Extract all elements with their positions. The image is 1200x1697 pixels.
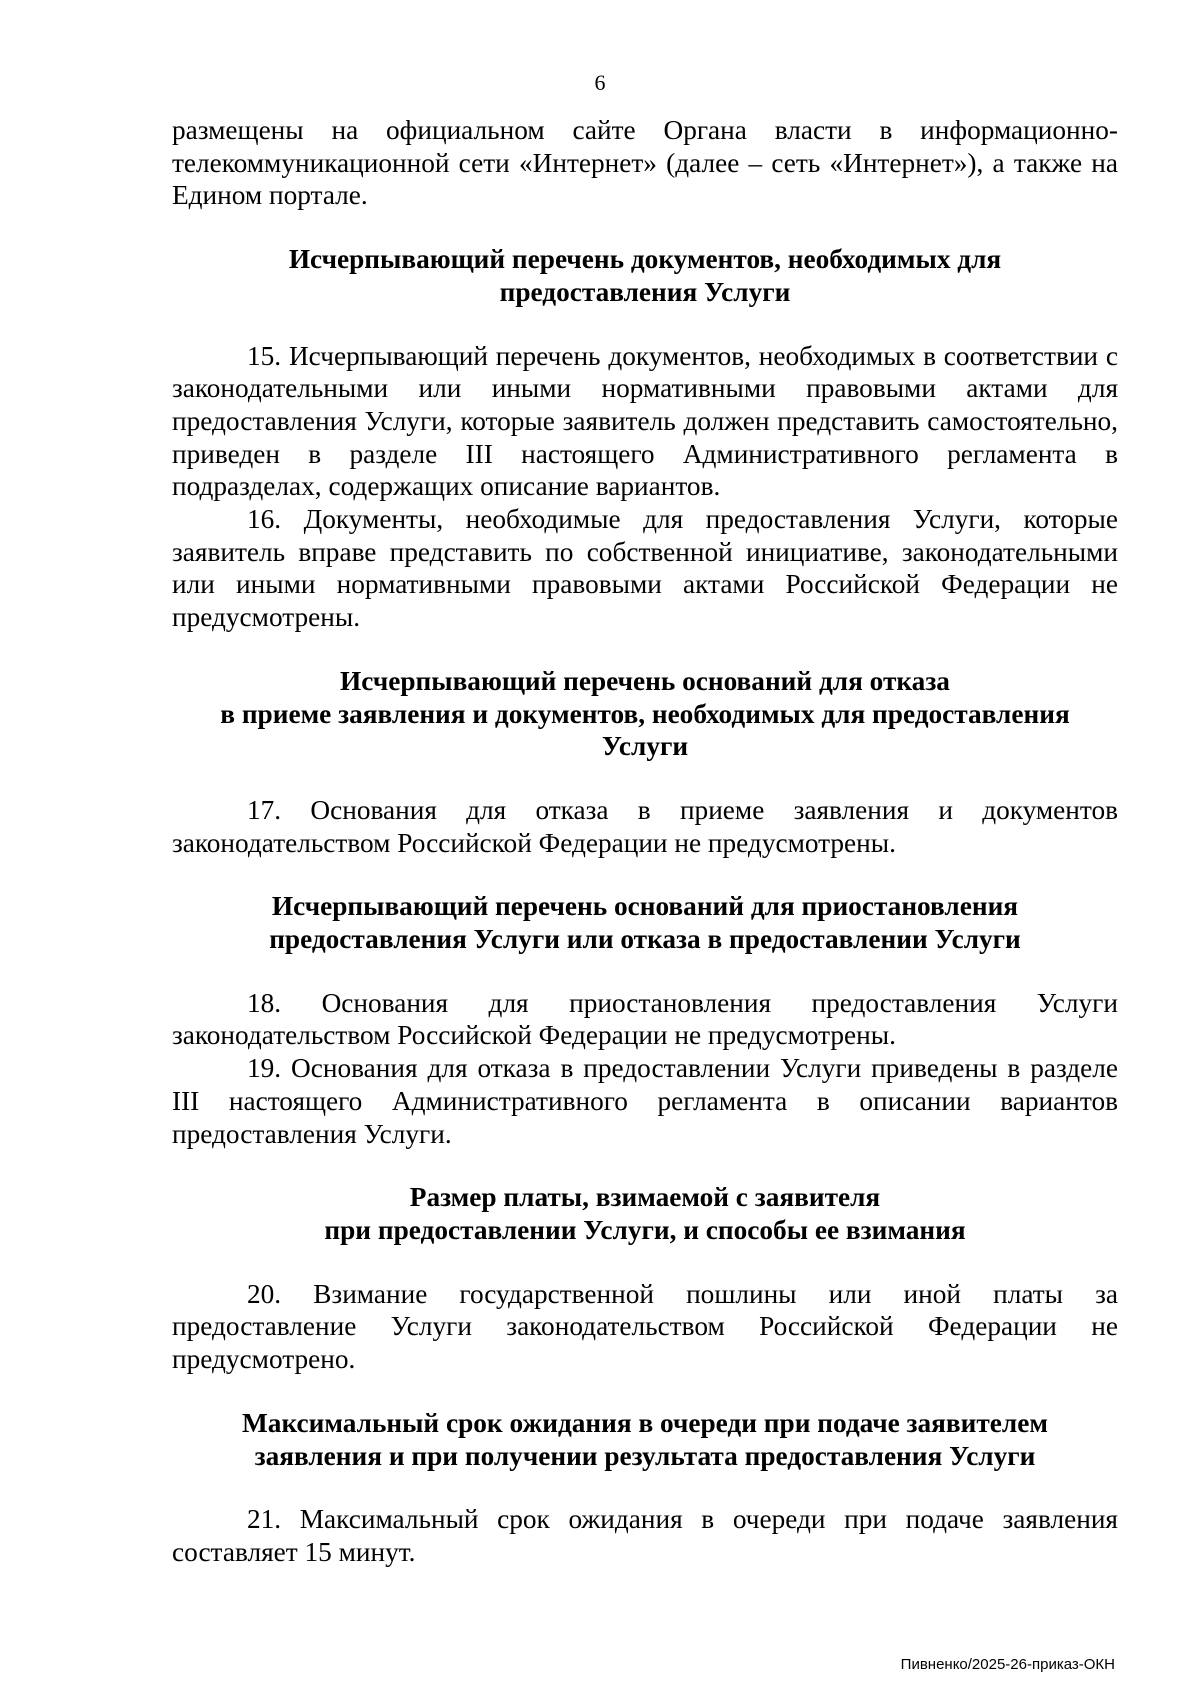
section-heading-documents [172, 243, 1118, 308]
document-body [172, 114, 1118, 1569]
section-heading-queue-time [172, 1407, 1118, 1472]
heading-line: Максимальный срок ожидания в очереди при подаче заявителем [242, 1407, 1048, 1438]
paragraph-20: 20. Взимание государственной пошлины или иной платы за предоставление Услуги законодательством Российской Федерации не предусмотрено. [172, 1278, 1118, 1375]
footer-document-code: Пивненко/2025-26-приказ-ОКН [900, 1656, 1115, 1673]
heading-line: заявления и при получении результата предоставления Услуги [254, 1440, 1036, 1471]
paragraph-21: 21. Максимальный срок ожидания в очереди при подаче заявления составляет 15 минут. [172, 1504, 1118, 1567]
paragraph-17: 17. Основания для отказа в приеме заявления и документов законодательством Российской Федерации не предусмотрены. [172, 794, 1118, 858]
page-number: 6 [594, 70, 606, 95]
paragraph-18: 18. Основания для приостановления предоставления Услуги законодательством Российской Федерации не предусмотрены. [172, 987, 1118, 1051]
paragraph-16: 16. Документы, необходимые для предоставления Услуги, которые заявитель вправе представить по собственной инициативе, законодательными или иными нормативными правовыми актами Российской Федерации не предусмотрены. [172, 504, 1118, 633]
paragraph-19: 19. Основания для отказа в предоставлении Услуги приведены в разделе III настоящего Административного регламента в описании вариантов предоставления Услуги. [172, 1053, 1118, 1149]
section-heading-fee [172, 1181, 1118, 1246]
intro-paragraph: размещены на официальном сайте Органа власти в информационно-телекоммуникационной сети «Интернет» (далее – сеть «Интернет»), а также на Едином портале. [172, 115, 1118, 211]
heading-line: при предоставлении Услуги, и способы ее взимания [324, 1214, 966, 1245]
heading-line: в приеме заявления и документов, необходимых для предоставления [220, 698, 1070, 729]
heading-line: Исчерпывающий перечень оснований для приостановления [271, 891, 1019, 922]
heading-line: предоставления Услуги [499, 276, 791, 307]
heading-line: Услуги [601, 731, 689, 762]
section-heading-refusal-acceptance [172, 665, 1118, 763]
heading-line: Размер платы, взимаемой с заявителя [409, 1182, 881, 1213]
heading-line: предоставления Услуги или отказа в предоставлении Услуги [269, 924, 1021, 955]
heading-line: Исчерпывающий перечень оснований для отказа [340, 665, 950, 696]
section-heading-suspension [172, 890, 1118, 955]
paragraph-15: 15. Исчерпывающий перечень документов, необходимых в соответствии с законодательными или иными нормативными правовыми актами для предоставления Услуги, которые заявитель должен представить самостоятельно, приведен в разделе III настоящего Административного регламента в подразделах, содержащих описание вариантов. [172, 340, 1118, 502]
heading-line: Исчерпывающий перечень документов, необходимых для [288, 244, 1002, 275]
